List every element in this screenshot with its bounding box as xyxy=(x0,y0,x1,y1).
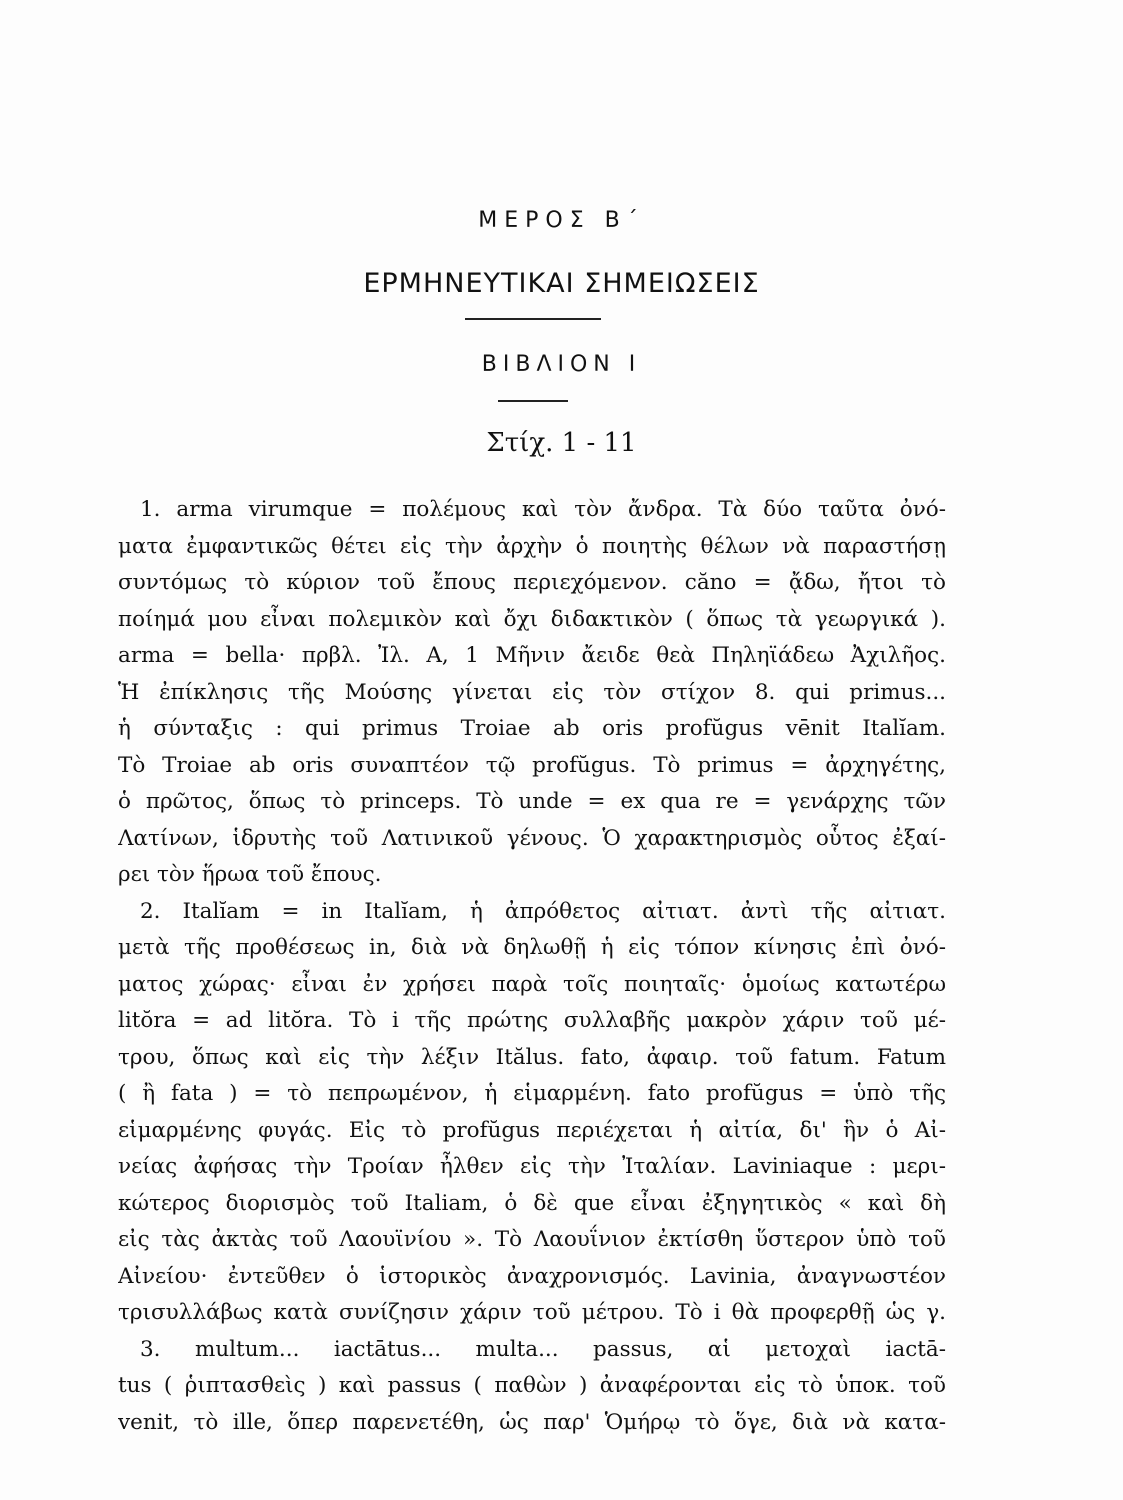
part-heading: ΜΕΡΟΣ Β΄ xyxy=(478,208,645,233)
paragraph-line: Τὸ Troiae ab oris συναπτέον τῷ profŭgus. Τὸ primus = ἀρχηγέτης, xyxy=(118,752,946,778)
paragraph-line: ὁ πρῶτος, ὅπως τὸ princeps. Τὸ unde = ex qua re = γενάρχης τῶν xyxy=(118,789,946,814)
book-divider xyxy=(498,400,568,402)
paragraph-line: μετὰ τῆς προθέσεως in, διὰ νὰ δηλωθῇ ἡ εἰς τόπον κίνησις ἐπὶ ὀνό- xyxy=(118,935,946,960)
paragraph-line: Αἰνείου· ἐντεῦθεν ὁ ἱστορικὸς ἀναχρονισμός. Lavinia, ἀναγνωστέον xyxy=(118,1263,946,1289)
paragraph-line: συντόμως τὸ κύριον τοῦ ἔπους περιεχόμενον. căno = ᾄδω, ἤτοι τὸ xyxy=(118,570,946,595)
paragraph-line: arma = bella· πρβλ. Ἰλ. Α, 1 Μῆνιν ἄειδε θεὰ Πηληϊάδεω Ἀχιλῆος. xyxy=(118,643,946,668)
book-heading: ΒΙΒΛΙΟΝ Ι xyxy=(481,352,642,377)
paragraph-line: εἱμαρμένης φυγάς. Εἰς τὸ profŭgus περιέχεται ἡ αἰτία, δι' ἣν ὁ Αἰ- xyxy=(118,1117,946,1143)
paragraph-line: νείας ἀφήσας τὴν Τροίαν ἦλθεν εἰς τὴν Ἰταλίαν. Laviniaque : μερι- xyxy=(118,1154,946,1179)
paragraph-line: ματος χώρας· εἶναι ἐν χρήσει παρὰ τοῖς ποιηταῖς· ὁμοίως κατωτέρω xyxy=(118,971,946,997)
paragraph-line: ποίημά μου εἶναι πολεμικὸν καὶ ὄχι διδακτικὸν ( ὅπως τὰ γεωργικά ). xyxy=(118,606,946,632)
paragraph-line: εἰς τὰς ἀκτὰς τοῦ Λαουϊνίου ». Τὸ Λαουΐνιον ἐκτίσθη ὕστερον ὑπὸ τοῦ xyxy=(118,1227,946,1252)
paragraph-line: 2. Italĭam = in Italĭam, ἡ ἀπρόθετος αἰτιατ. ἀντὶ τῆς αἰτιατ. xyxy=(140,898,946,924)
title-divider xyxy=(465,318,601,320)
paragraph-line: ( ἢ fata ) = τὸ πεπρωμένον, ἡ εἱμαρμένη. fato profŭgus = ὑπὸ τῆς xyxy=(118,1081,946,1106)
paragraph-line: litŏra = ad litŏra. Τὸ i τῆς πρώτης συλλαβῆς μακρὸν χάριν τοῦ μέ- xyxy=(118,1008,946,1033)
paragraph-line: τρου, ὅπως καὶ εἰς τὴν λέξιν Itălus. fato, ἀφαιρ. τοῦ fatum. Fatum xyxy=(118,1044,946,1070)
verse-range-heading: Στίχ. 1 - 11 xyxy=(486,428,637,458)
paragraph-line: κώτερος διορισμὸς τοῦ Italiam, ὁ δὲ que εἶναι ἐξηγητικὸς « καὶ δὴ xyxy=(118,1190,946,1216)
paragraph-line: Λατίνων, ἱδρυτὴς τοῦ Λατινικοῦ γένους. Ὁ χαρακτηρισμὸς οὗτος ἐξαί- xyxy=(118,825,946,851)
paragraph-line: Ἡ ἐπίκλησις τῆς Μούσης γίνεται εἰς τὸν στίχον 8. qui primus... xyxy=(118,679,946,705)
paragraph-line: ματα ἐμφαντικῶς θέτει εἰς τὴν ἀρχὴν ὁ ποιητὴς θέλων νὰ παραστήσῃ xyxy=(118,533,946,559)
section-title: ΕΡΜΗΝΕΥΤΙΚΑΙ ΣΗΜΕΙΩΣΕΙΣ xyxy=(363,268,760,299)
paragraph-line: ρει τὸν ἥρωα τοῦ ἔπους. xyxy=(118,862,382,887)
paragraph-line: 3. multum... iactātus... multa... passus, αἱ μετοχαὶ iactā- xyxy=(140,1336,946,1362)
commentary-text xyxy=(118,492,946,1441)
paragraph-line: tus ( ῥιπτασθεὶς ) καὶ passus ( παθὼν ) ἀναφέρονται εἰς τὸ ὑποκ. τοῦ xyxy=(118,1373,946,1398)
paragraph-line: τρισυλλάβως κατὰ συνίζησιν χάριν τοῦ μέτρου. Τὸ i θὰ προφερθῇ ὡς γ. xyxy=(118,1300,946,1325)
paragraph-line: venit, τὸ ille, ὅπερ παρενετέθη, ὡς παρ' Ὁμήρῳ τὸ ὅγε, διὰ νὰ κατα- xyxy=(118,1409,946,1435)
paragraph-line: ἡ σύνταξις : qui primus Troiae ab oris profŭgus vēnit Italĭam. xyxy=(118,716,946,741)
paragraph-line: 1. arma virumque = πολέμους καὶ τὸν ἄνδρα. Τὰ δύο ταῦτα ὀνό- xyxy=(140,497,946,522)
